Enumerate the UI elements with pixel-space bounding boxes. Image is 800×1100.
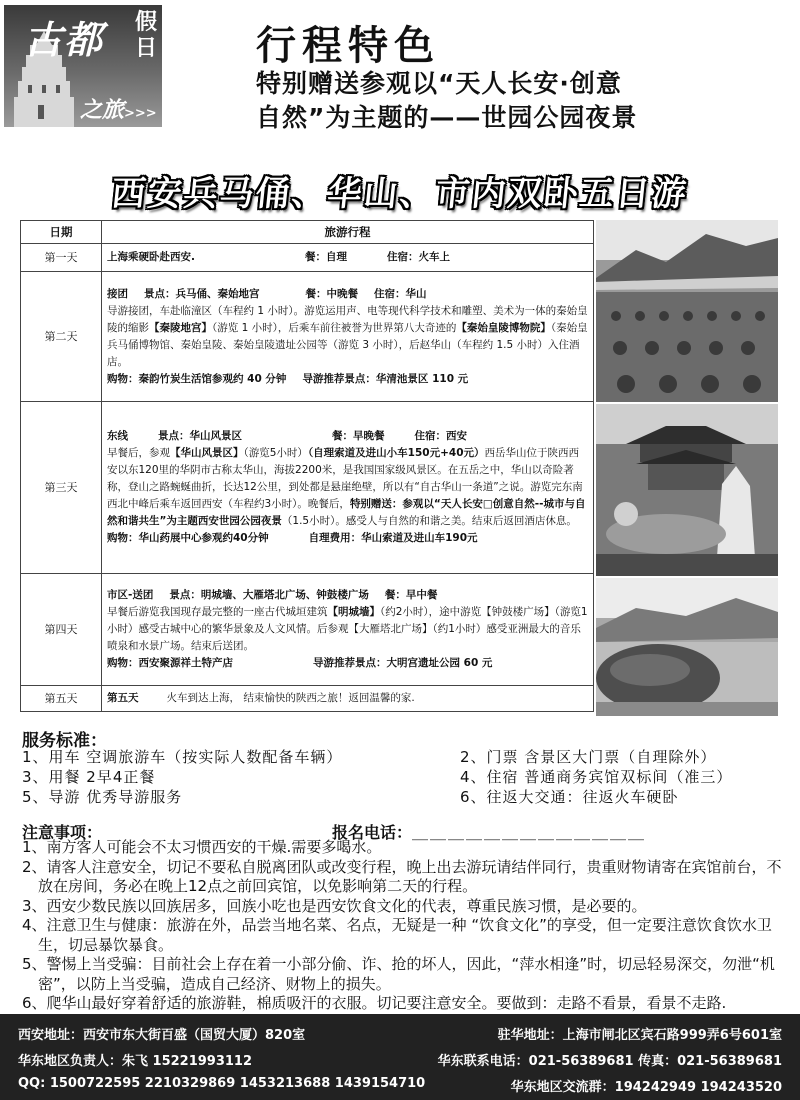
note-item: 6、爬华山最好穿着舒适的旅游鞋，棉质吸汗的衣服。切记要注意安全。要做到：走路不看景，看景不走路.: [22, 994, 727, 1012]
day-content: [102, 402, 594, 574]
note-item: 2、请客人注意安全，切记不要私自脱离团队或改变行程，晚上出去游玩请结伴同行，贵重财物请寄在宾馆前台，不放在房间，务必在晚上12点之前回宾馆，以免影响第二天的行程。: [22, 857, 782, 895]
logo-subtitle: 之旅>>>: [80, 97, 157, 123]
day-shopping: 购物：秦韵竹炭生活馆参观约 40 分钟 导游推荐景点：华清池景区 110 元: [107, 372, 469, 385]
day-shopping: 购物：西安聚源祥土特产店 导游推荐景点：大明宫遗址公园 60 元: [107, 657, 493, 669]
exchange-group: 华东地区交流群：194242949 194243520: [510, 1080, 782, 1095]
day-headline: 东线 景点：华山风景区 餐：早晚餐 住宿：西安: [107, 430, 467, 442]
table-row: [21, 574, 594, 686]
table-row: [21, 244, 594, 272]
contact-footer: [0, 1014, 800, 1100]
day-description: 早餐后，参观【华山风景区】（游览5小时）（自理索道及进山小车150元+40元）西岳华山位于陕西西安以东120里的华阴市古称太华山，海拔2200米，是我国国家级风景区。在五岳之中，华山以奇险著称，登山之路蜿蜒曲折，长达12公里，到处都是悬崖绝壁，所以有“自古华山一条道”之说。游览完东南西北中峰后乘车返回西安（车程约3小时）。晚餐后，特别赠送：参观以“天人长安□创意自然--城市与自然和谐共生”为主题西安世园公园夜景（1.5小时）。感受人与自然的和谐之美。结束后返回酒店休息。: [107, 447, 586, 527]
day-content: 第五天 火车到达上海， 结束愉快的陕西之旅！返回温馨的家.: [102, 686, 594, 712]
table-row: [21, 272, 594, 402]
xian-address: 西安地址：西安市东大街百盛（国贸大厦）820室: [18, 1028, 306, 1043]
day-label: 第三天: [21, 402, 102, 574]
photo-huashan-rock: [596, 578, 778, 716]
col-itinerary-header: 旅游行程: [102, 221, 594, 244]
day-headline: 市区-送团 景点：明城墙、大雁塔北广场、钟鼓楼广场 餐：早中餐: [107, 589, 438, 601]
office-address: 驻华地址：上海市闸北区宾石路999弄6号601室: [497, 1028, 782, 1043]
logo-title: 古都: [24, 17, 105, 62]
note-item: 4、注意卫生与健康：旅游在外，品尝当地名菜、名点，无疑是一种 “饮食文化”的享受，但一定要注意饮食饮水卫生，切忌暴饮暴食。: [22, 916, 772, 954]
day-headline: 接团 景点：兵马俑、秦始地宫 餐：中晚餐 住宿：华山: [107, 287, 427, 300]
logo-arrows: >>>: [124, 106, 157, 121]
registration-label: 报名电话：: [332, 823, 413, 842]
day-shopping: 购物：华山药展中心参观约40分钟 自理费用：华山索道及进山车190元: [107, 532, 478, 544]
table-row: [21, 402, 594, 574]
notes-list: [22, 838, 782, 1014]
day-content: [102, 574, 594, 686]
table-header-row: [21, 221, 594, 244]
day-description: 早餐后游览我国现存最完整的一座古代城垣建筑【明城墙】（约2小时），途中游览【钟鼓楼广场】（游览1小时）感受古城中心的繁华景象及人文风情。后参观【大雁塔北广场】（约1小时）感受亚洲最大的音乐喷泉和水景广场。结束后送团。: [107, 606, 588, 652]
photo-column: [596, 220, 778, 718]
col-date-header: 日期: [21, 221, 102, 244]
service-item: 5、导游 优秀导游服务: [22, 788, 183, 806]
phone-fax: 华东联系电话：021-56389681 传真：021-56389681: [437, 1054, 782, 1069]
day-content: [102, 244, 594, 272]
note-item: 3、西安少数民族以回族居多，回族小吃也是西安饮食文化的代表，尊重民族习惯，是必要的。: [22, 896, 647, 915]
note-item: 5、警惕上当受骗：目前社会上存在着一小部分偷、诈、抢的坏人，因此，“萍水相逢”时，切忌轻易深交，勿泄“机密”，以防上当受骗，造成自己经济、财物上的损失。: [22, 955, 775, 993]
logo-vertical-text: 假日: [134, 9, 157, 61]
terracotta-photo-icon: [596, 220, 778, 402]
photo-world-garden: [596, 404, 778, 576]
notes-heading: 注意事项：: [22, 823, 103, 842]
service-item: 2、门票 含景区大门票（自理除外）: [460, 748, 717, 766]
feature-line-2: 自然”为主题的——世园公园夜景: [256, 103, 638, 132]
day-label: 第二天: [21, 272, 102, 402]
tour-banner-title: 西安兵马俑、华山、市内双卧五日游: [109, 174, 690, 214]
service-item: 4、住宿 普通商务宾馆双标间（准三）: [460, 768, 733, 786]
footer-row: [18, 1024, 782, 1043]
services-heading: 服务标准：: [22, 731, 107, 751]
photo-terracotta-army: [596, 220, 778, 402]
rock-photo-icon: [596, 578, 778, 716]
day-label: 第五天: [21, 686, 102, 712]
service-item: 3、用餐 2早4正餐: [22, 768, 156, 786]
garden-photo-icon: [596, 404, 778, 576]
manager-contact: 华东地区负责人：朱飞 15221993112: [18, 1054, 253, 1069]
qq-numbers: QQ: 1500722595 2210329869 1453213688 1439154710: [18, 1076, 426, 1091]
footer-row: [18, 1050, 782, 1069]
day-headline: 上海乘硬卧赴西安. 餐：自理 住宿：火车上: [107, 251, 450, 263]
day-label: 第一天: [21, 244, 102, 272]
day-description: 导游接团，车赴临潼区（车程约 1 小时）。游览运用声、电等现代科学技术和雕塑、美术为一体的秦始皇陵的缩影【秦陵地宫】（游览 1 小时），后乘车前往被誉为世界第八大奇迹的【秦始皇陵博物院】（秦始皇兵马俑博物馆、秦始皇陵、秦始皇陵遗址公园等（游览 3 小时），后赵华山（车程约 1.5 小时）入住酒店。: [107, 304, 588, 368]
day-content: [102, 272, 594, 402]
day-label: 第四天: [21, 574, 102, 686]
service-item: 6、往返大交通：往返火车硬卧: [460, 788, 679, 806]
note-item: 1、南方客人可能会不太习惯西安的干燥.需要多喝水。: [22, 838, 382, 856]
service-item: 1、用车 空调旅游车（按实际人数配备车辆）: [22, 748, 343, 766]
itinerary-table: [20, 220, 594, 712]
footer-row: [18, 1076, 782, 1095]
feature-line-1: 特别赠送参观以“天人长安·创意: [256, 69, 622, 98]
brand-logo: [4, 5, 162, 127]
registration-blank: ＿＿＿＿＿＿＿＿＿＿＿＿＿: [412, 823, 647, 842]
table-row: [21, 686, 594, 712]
feature-title: 行程特色: [256, 23, 440, 69]
